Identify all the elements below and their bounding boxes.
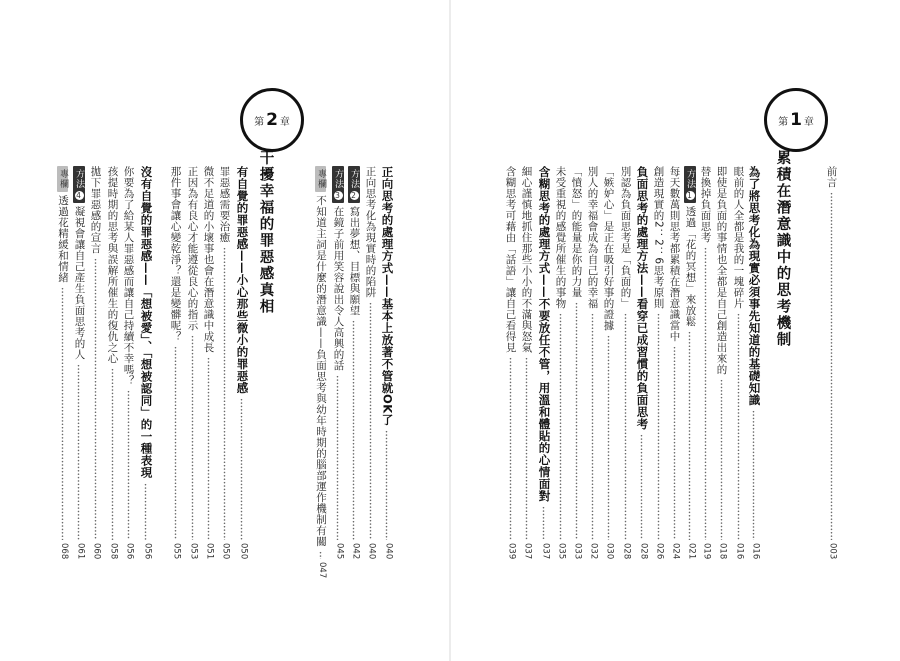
toc-page-number: 035 [556,542,567,559]
toc-page-number: 026 [654,542,665,559]
badge-label: 方法 [74,169,84,189]
method-badge [348,166,360,203]
toc-entry-title: 別人的幸福會成為自己的幸福 [586,166,599,309]
toc-page-number: 050 [220,542,231,559]
dot-leader [90,258,101,540]
column-badge [315,166,326,192]
toc-page-number: 016 [750,542,761,559]
badge-label: 專欄 [58,169,68,189]
toc-entry[interactable] [315,166,327,579]
dot-leader [219,247,230,540]
toc-page-number: 045 [334,542,345,559]
dot-leader [187,335,198,540]
toc-page-number: 055 [171,542,182,559]
toc-page-number: 028 [621,542,632,559]
chapter-1-badge [764,88,828,152]
toc-entry-title: 微不足道的小壞事也會在潛意識中成長 [202,166,215,353]
toc-entry[interactable] [748,166,760,559]
book-gutter [449,0,451,661]
dot-leader [700,247,711,540]
toc-page-number: 037 [540,542,551,559]
chapter-title-text: 累積在潛意識中的思考機制 [774,150,791,348]
toc-page-number: 040 [366,542,377,559]
dot-leader [170,346,181,540]
toc-page-number: 021 [686,542,697,559]
toc-entry-title: 替換掉負面思考 [699,166,712,243]
dot-leader [555,313,566,540]
chapter-suffix: 章 [803,116,814,128]
dot-leader [236,398,248,540]
toc-entry-title: 正向思考的處理方式——基本上放著不管就OK了 [380,166,395,426]
dot-leader [733,313,744,540]
toc-page-number: 056 [142,542,153,559]
toc-entry-title: 你要為了給某人罪惡感而讓自己持續不幸嗎？ [122,166,135,386]
toc-entry-title: 正因為有良心才能遵從良心的指示 [186,166,199,331]
toc-entry-title: 眼前的人全都是我的一塊碎片 [732,166,745,309]
dot-leader [571,302,582,540]
badge-number: 1 [687,191,693,200]
toc-page-number: 024 [670,542,681,559]
toc-entry[interactable] [571,166,582,559]
toc-entry[interactable] [587,166,598,559]
toc-page-number: 033 [572,542,583,559]
dot-leader [140,483,152,540]
toc-entry[interactable] [170,166,181,559]
dot-leader [603,335,614,540]
badge-number: 4 [76,191,82,200]
chapter-number: 2 [266,110,278,130]
dot-leader [505,357,516,540]
toc-entry[interactable] [332,166,344,559]
toc-entry[interactable] [365,166,376,559]
toc-entry-title: 即使是負面的事情也全都是自己創造出來的 [715,166,728,375]
toc-entry-title: 有自覺的罪惡感——小心那些微小的罪惡感 [235,166,250,394]
toc-entry[interactable] [653,166,664,559]
toc-entry-title: 為了將思考化為現實必須事先知道的基礎知識 [747,166,762,406]
toc-entry[interactable] [140,166,152,559]
toc-entry-title: 不知道主詞是什麼的潛意識——負面思考與幼年時期的腦部運作機制有關 [315,195,327,547]
toc-page-number: 068 [59,542,69,559]
toc-entry[interactable] [236,166,248,559]
toc-entry[interactable] [684,166,696,559]
dot-leader [538,506,550,540]
toc-entry-title: 含糊思考可藉由「話語」讓自己看得見 [504,166,517,353]
dot-leader [669,346,680,540]
column-badge [57,166,68,192]
badge-label: 方法 [685,169,695,189]
toc-page-number: 039 [506,542,517,559]
badge-label: 方法 [349,169,359,189]
toc-entry-title: 未受重視的感覺所催生的事物 [554,166,567,309]
badge-number: 3 [335,191,341,200]
badge-number: 2 [351,191,357,200]
badge-label: 方法 [333,169,343,189]
chapter-1-title [775,150,790,348]
toc-page-number: 037 [522,542,533,559]
toc-entry-title: 凝視會讓自己產生負面思考的人 [73,206,86,360]
toc-entry[interactable] [700,166,711,559]
toc-entry[interactable] [636,166,648,559]
toc-entry[interactable] [57,166,68,559]
chapter-title-text: 干擾幸福的罪惡感真相 [257,150,274,315]
toc-entry-title: 創造現實的2：2：6思考原則 [652,166,665,309]
toc-entry[interactable] [348,166,360,559]
toc-entry-title: 透過「花的冥想」來放鬆 [684,206,697,327]
toc-page-number: 040 [383,542,394,559]
dot-leader [57,287,68,540]
toc-entry-title: 「憤怒」的能量是你的力量 [570,166,583,298]
toc-entry[interactable] [538,166,550,559]
dot-leader [381,430,393,540]
dot-leader [107,368,118,540]
chapter-suffix: 章 [279,116,290,128]
dot-leader [826,192,837,540]
method-badge [73,166,85,203]
dot-leader [332,375,344,540]
toc-entry[interactable] [203,166,214,559]
dot-leader [620,313,631,540]
toc-page-number: 019 [701,542,712,559]
toc-entry[interactable] [669,166,680,559]
dot-leader [716,379,727,540]
toc-page-number: 003 [827,542,838,559]
dot-leader [653,313,664,540]
toc-page-number: 018 [717,542,728,559]
chapter-2-title [258,150,273,315]
dot-leader [521,357,532,540]
toc-entry-title: 前言 [825,166,838,188]
toc-entry[interactable] [620,166,631,559]
toc-entry[interactable] [381,166,393,559]
toc-entry-title: 正向思考化為現實時的陷阱 [364,166,377,298]
toc-entry-title: 負面思考的處理方法——看穿已成習慣的負面思考 [635,166,650,430]
toc-entry[interactable] [187,166,198,559]
method-badge [684,166,696,203]
dot-leader [315,551,326,559]
dot-leader [365,302,376,540]
toc-entry[interactable] [123,166,134,559]
toc-page-number: 028 [638,542,649,559]
dot-leader [203,357,214,540]
toc-entry[interactable] [90,166,101,559]
dot-leader [636,434,648,540]
toc-entry[interactable] [733,166,744,559]
toc-page-number: 016 [734,542,745,559]
toc-entry-title: 沒有自覺的罪惡感——「想被愛」、「想被認同」的一種表現 [139,166,154,479]
dot-leader [73,364,85,540]
toc-page-number: 051 [204,542,215,559]
toc-entry-title: 含糊思考的處理方式——不要放任不管，用溫和體貼的心情面對 [537,166,552,502]
chapter-2-badge [240,88,304,152]
chapter-number: 1 [790,110,802,130]
toc-entry[interactable] [73,166,85,559]
toc-page-number: 030 [604,542,615,559]
toc-entry-title: 孩提時期的思考與誤解所催生的復仇之心 [106,166,119,364]
toc-entry-title: 那件事會讓心變乾淨？還是變髒呢？ [169,166,182,342]
dot-leader [587,313,598,540]
dot-leader [748,410,760,540]
toc-entry-title: 寫出夢想、目標與願望 [348,206,361,316]
toc-page-number: 053 [188,542,199,559]
toc-page-number: 058 [108,542,119,559]
method-badge [332,166,344,203]
chapter-prefix: 第 [778,116,789,128]
chapter-prefix: 第 [254,116,265,128]
toc-entry-preface[interactable] [826,166,837,559]
dot-leader [348,320,360,540]
toc-entry-title: 罪惡感需要治癒 [218,166,231,243]
toc-entry[interactable] [603,166,614,559]
toc-entry[interactable] [716,166,727,559]
toc-entry-title: 別認為負面思考是「負面的」 [619,166,632,309]
toc-page-number: 050 [238,542,249,559]
toc-page-number: 061 [75,542,86,559]
toc-page-number: 047 [317,562,327,579]
toc-entry-title: 每天數萬則思考都累積在潛意識當中 [668,166,681,342]
toc-entry[interactable] [521,166,532,559]
toc-page-number: 060 [91,542,102,559]
toc-page-number: 042 [350,542,361,559]
toc-entry[interactable] [555,166,566,559]
toc-entry-title: 拋下罪惡感的宣言 [89,166,102,254]
dot-leader [123,390,134,540]
dot-leader [684,331,696,540]
toc-entry[interactable] [219,166,230,559]
toc-entry-title: 細心謹慎地抓住那些小小的不滿與怒氣 [520,166,533,353]
toc-entry[interactable] [505,166,516,559]
toc-entry-title: 透過花精緩和情緒 [57,195,69,283]
toc-entry-title: 在鏡子前用笑容說出令人高興的話 [332,206,345,371]
badge-label: 專欄 [316,169,326,189]
toc-page-number: 032 [588,542,599,559]
toc-entry-title: 「嫉妒心」是正在吸引好事的證據 [602,166,615,331]
toc-entry[interactable] [107,166,118,559]
toc-page-number: 056 [124,542,135,559]
